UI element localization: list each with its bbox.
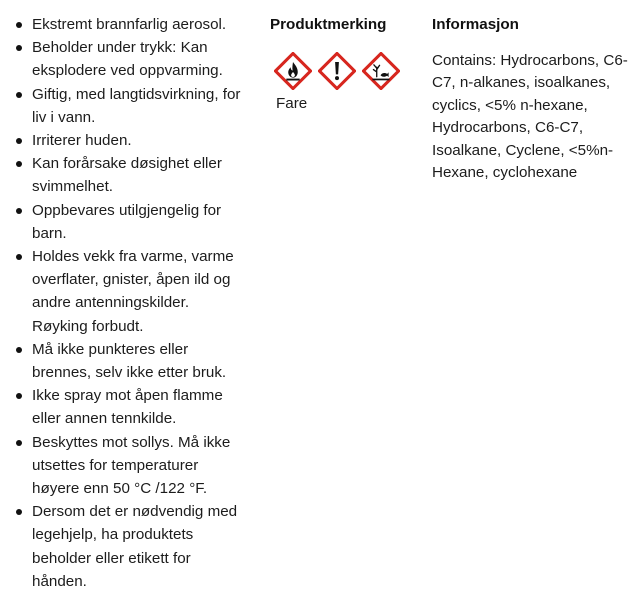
exclamation-icon: [318, 52, 356, 90]
ingredients-text: Contains: Hydrocarbons, C6-C7, n-alkanes, isoalkanes, cyclics, <5% n-hexane, Hydrocarbons, C6-C7, Isoalkane, Cyclene, <5%n-Hexane, cyclohexane: [432, 52, 628, 182]
hazard-item: Giftig, med langtidsvirkning, for liv i vann.: [14, 83, 246, 129]
information-heading: Informasjon: [432, 16, 519, 33]
product-marking-column: [270, 13, 410, 114]
hazard-item: Oppbevares utilgjengelig for barn.: [14, 199, 246, 245]
hazard-item: Dersom det er nødvendig med legehjelp, ha produktets beholder eller etikett for hånden.: [14, 500, 246, 593]
hazard-item: Holdes vekk fra varme, varme overflater, gnister, åpen ild og andre antenningskilder. Røyking forbudt.: [14, 245, 246, 338]
hazard-item: Ikke spray mot åpen flamme eller annen tennkilde.: [14, 384, 246, 430]
flame-icon: [274, 52, 312, 90]
signal-word: Fare: [276, 95, 308, 112]
ghs-pictograms: [274, 52, 410, 90]
product-marking-heading: Produktmerking: [270, 16, 387, 33]
hazard-item: Beholder under trykk: Kan eksplodere ved oppvarming.: [14, 36, 246, 82]
environment-icon: [362, 52, 400, 90]
hazard-list: [14, 13, 246, 593]
hazard-item: Må ikke punkteres eller brennes, selv ikke etter bruk.: [14, 338, 246, 384]
hazard-statements-column: [14, 13, 246, 593]
hazard-item: Kan forårsake døsighet eller svimmelhet.: [14, 152, 246, 198]
hazard-item: Irriterer huden.: [14, 129, 246, 152]
information-column: [432, 13, 632, 184]
hazard-item: Beskyttes mot sollys. Må ikke utsettes for temperaturer høyere enn 50 °C /122 °F.: [14, 431, 246, 501]
hazard-item: Ekstremt brannfarlig aerosol.: [14, 13, 246, 36]
